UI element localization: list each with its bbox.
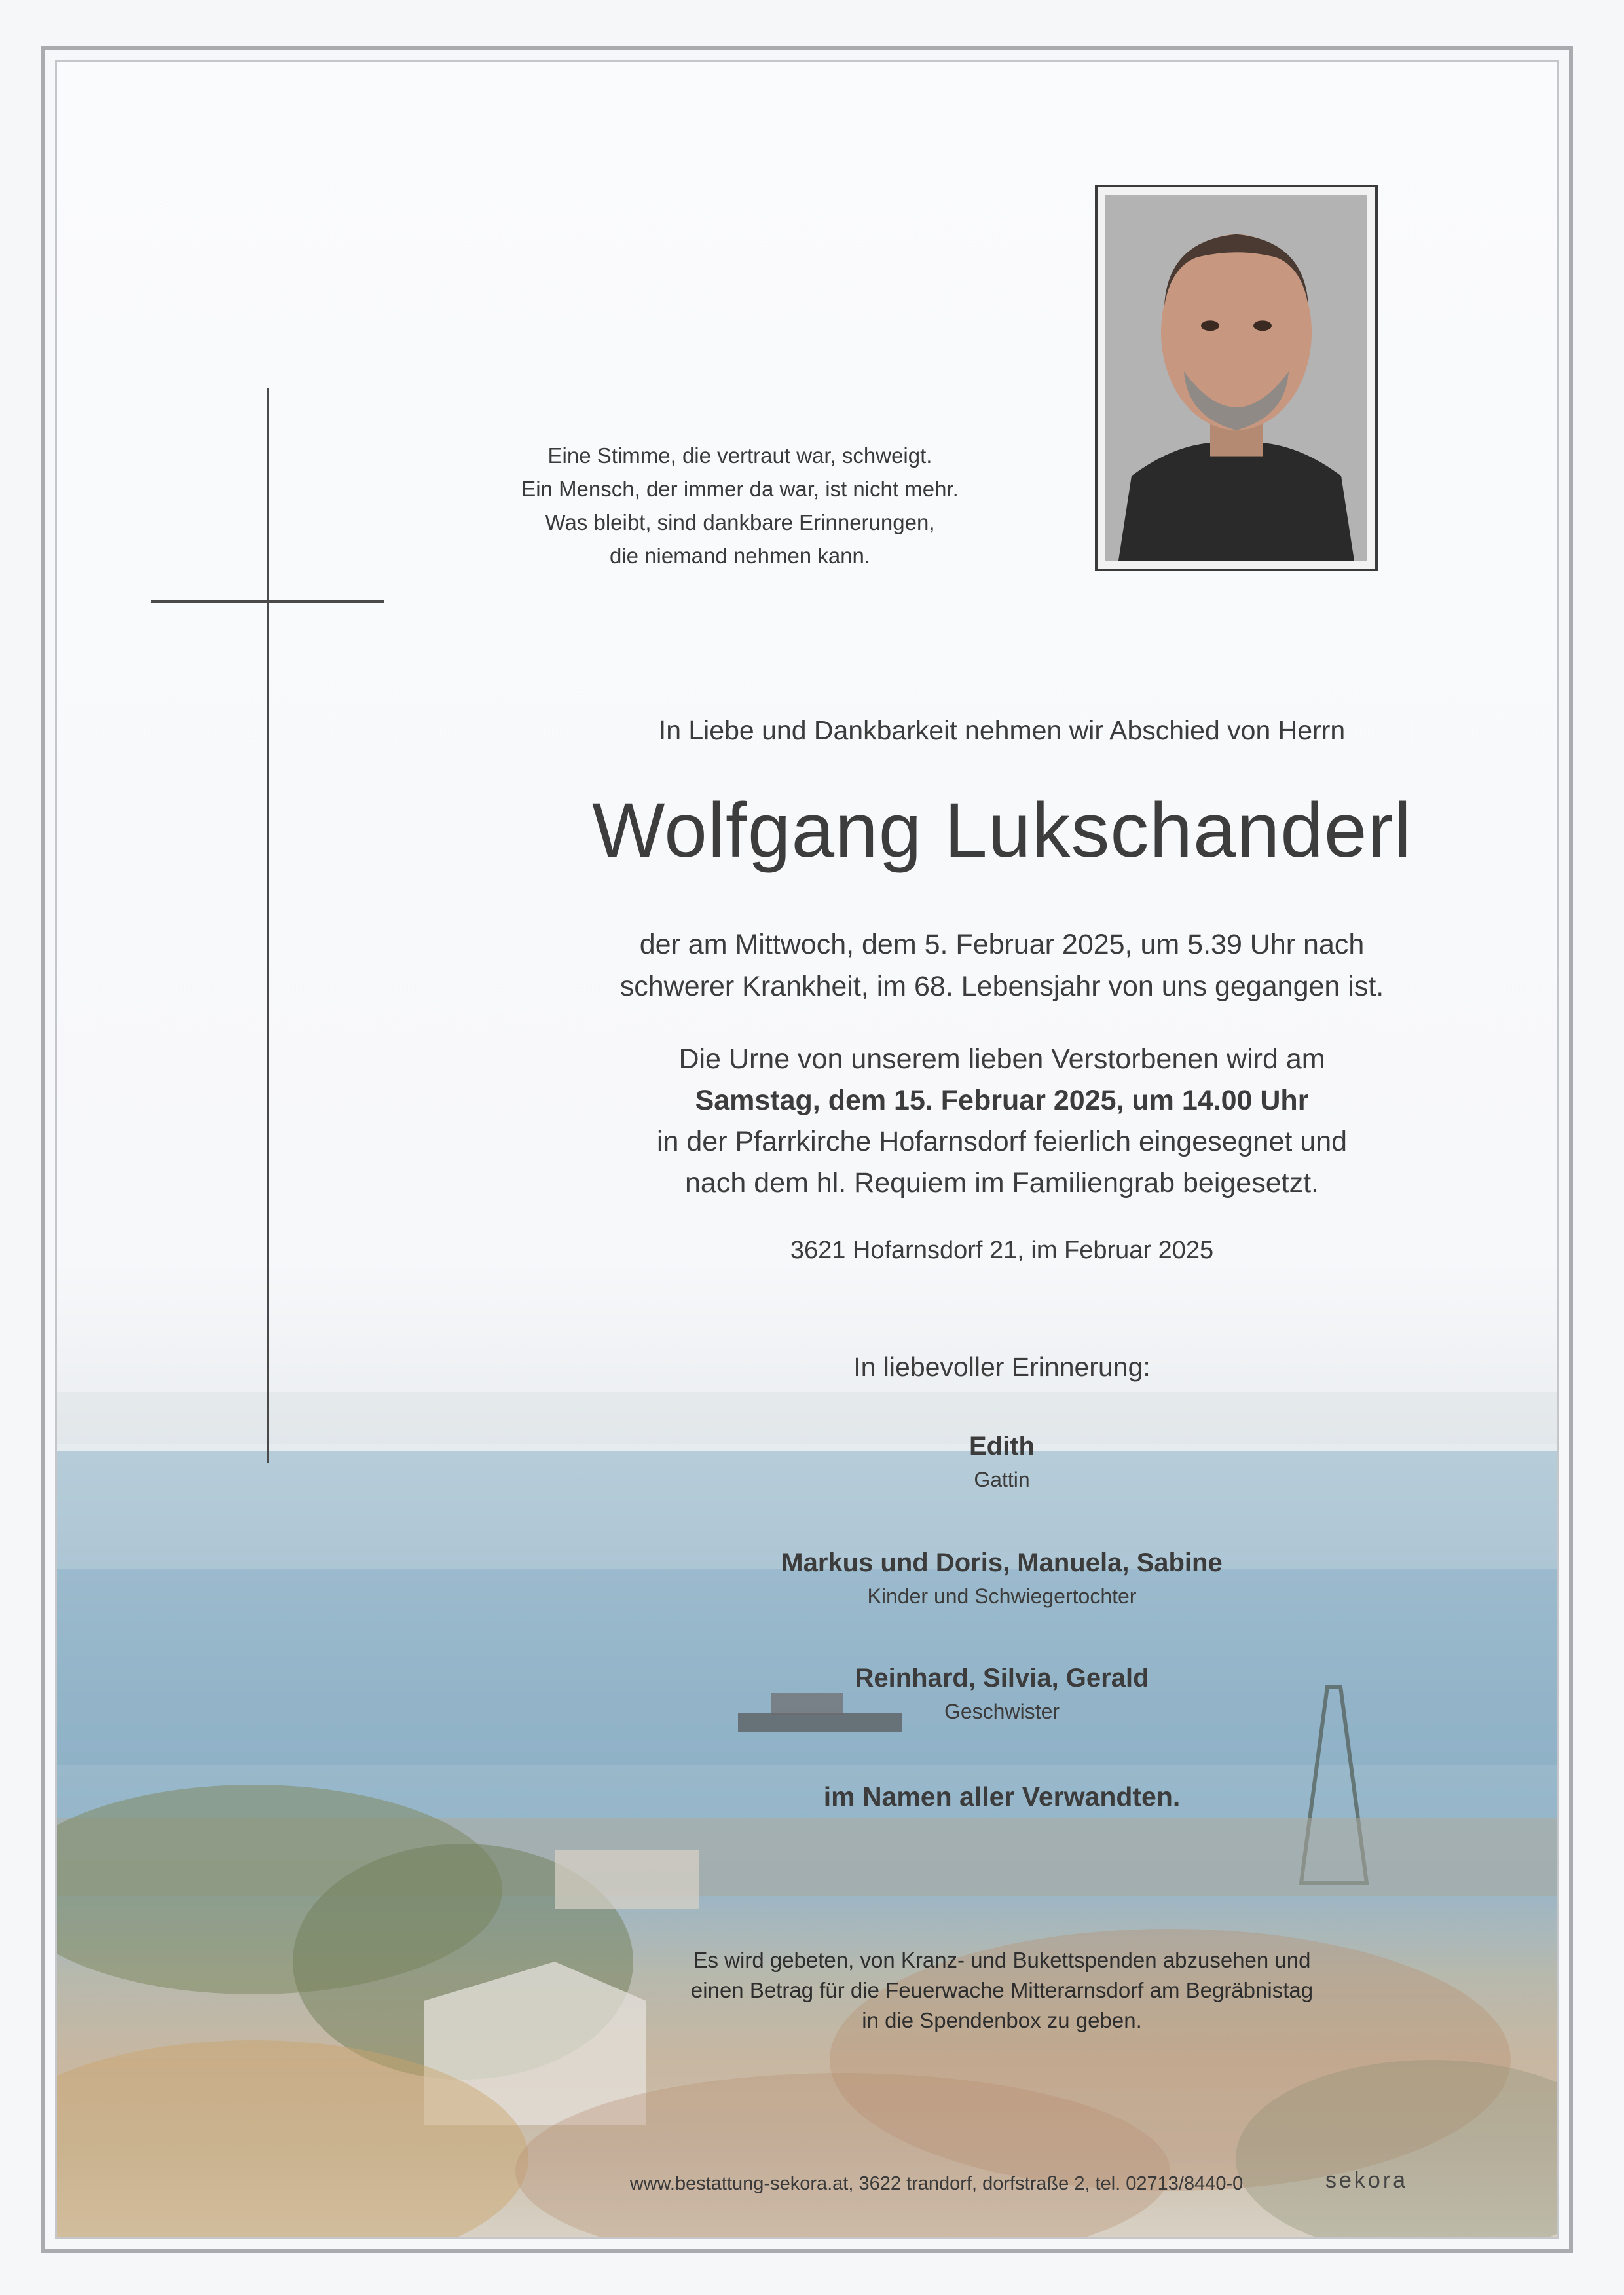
request-line: in die Spendenbox zu geben. bbox=[862, 2008, 1142, 2032]
mourner-role: Kinder und Schwiegertochter bbox=[867, 1584, 1137, 1608]
poem-line: Was bleibt, sind dankbare Erinnerungen, bbox=[545, 510, 935, 534]
poem-line: die niemand nehmen kann. bbox=[609, 544, 871, 568]
death-notice bbox=[458, 924, 1545, 1007]
mourner-name: Edith bbox=[969, 1432, 1035, 1461]
place-date: 3621 Hofarnsdorf 21, im Februar 2025 bbox=[790, 1237, 1214, 1264]
remembrance-heading: In liebevoller Erinnerung: bbox=[853, 1352, 1151, 1382]
farewell-intro: In Liebe und Dankbarkeit nehmen wir Abschied von Herrn bbox=[658, 715, 1346, 745]
portrait-figure bbox=[1105, 195, 1367, 561]
donation-request bbox=[458, 1945, 1545, 2036]
mourner-name: Reinhard, Silvia, Gerald bbox=[855, 1664, 1149, 1692]
funeral-line: nach dem hl. Requiem im Familiengrab beigesetzt. bbox=[685, 1167, 1319, 1199]
request-line: Es wird gebeten, von Kranz- und Bukettspenden abzusehen und bbox=[693, 1948, 1311, 1972]
portrait-photo bbox=[1105, 195, 1367, 561]
request-line: einen Betrag für die Feuerwache Mitterarnsdorf am Begräbnistag bbox=[690, 1978, 1314, 2002]
funeral-line: Die Urne von unserem lieben Verstorbenen wird am bbox=[678, 1043, 1325, 1075]
closing-line: im Namen aller Verwandten. bbox=[823, 1782, 1181, 1812]
mourner-group bbox=[458, 1664, 1545, 1724]
mourner-group bbox=[458, 1548, 1545, 1609]
mourner-name: Markus und Doris, Manuela, Sabine bbox=[781, 1548, 1223, 1577]
funeral-line: in der Pfarrkirche Hofarnsdorf feierlich eingesegnet und bbox=[656, 1126, 1348, 1157]
poem-line: Eine Stimme, die vertraut war, schweigt. bbox=[547, 443, 932, 468]
funeral-date: Samstag, dem 15. Februar 2025, um 14.00 Uhr bbox=[695, 1085, 1309, 1116]
death-line: der am Mittwoch, dem 5. Februar 2025, um 5.39 Uhr nach bbox=[639, 929, 1365, 960]
portrait-frame bbox=[1095, 185, 1378, 571]
deceased-name: Wolfgang Lukschanderl bbox=[591, 787, 1412, 874]
funeral-details bbox=[458, 1039, 1545, 1204]
death-line: schwerer Krankheit, im 68. Lebensjahr von uns gegangen ist. bbox=[619, 971, 1384, 1002]
mourner-role: Gattin bbox=[974, 1468, 1030, 1491]
cross-vertical-bar bbox=[267, 388, 269, 1463]
sekora-logo: sekora bbox=[1325, 2168, 1409, 2193]
mourner-group bbox=[458, 1432, 1545, 1492]
mourner-role: Geschwister bbox=[944, 1700, 1060, 1723]
memorial-poem bbox=[419, 439, 1061, 572]
poem-line: Ein Mensch, der immer da war, ist nicht mehr. bbox=[521, 477, 959, 501]
funeral-home-footer: www.bestattung-sekora.at, 3622 trandorf, dorfstraße 2, tel. 02713/8440-0 bbox=[629, 2173, 1244, 2194]
cross-horizontal-bar bbox=[151, 600, 384, 603]
